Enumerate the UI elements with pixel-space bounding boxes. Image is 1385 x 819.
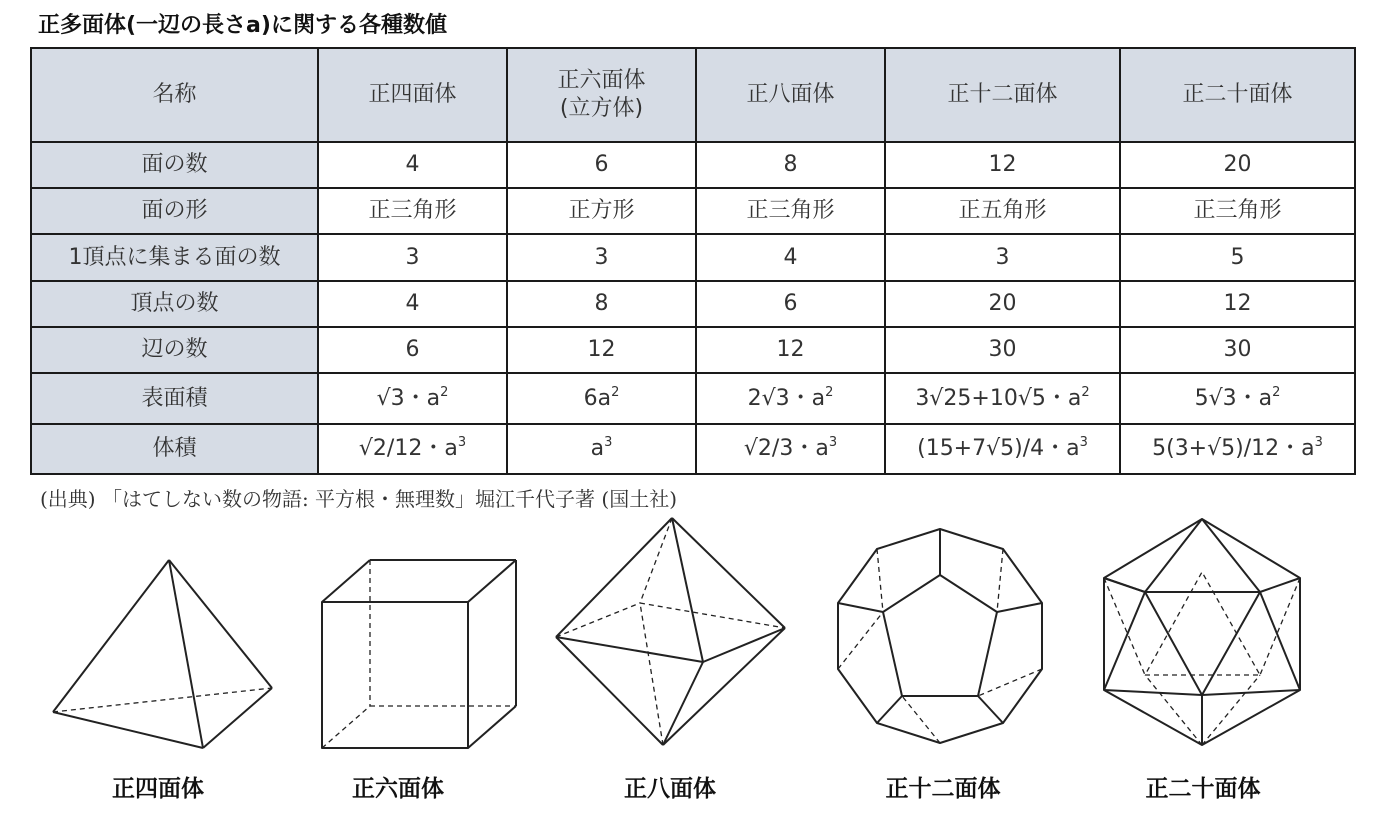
table-cell: 12 — [885, 142, 1120, 188]
formula-cell: $6a^2$ — [507, 373, 696, 423]
table-row — [31, 234, 1355, 280]
octahedron-drawing — [556, 518, 785, 745]
col-header-octahedron: 正八面体 — [696, 48, 885, 142]
table-cell: 20 — [885, 281, 1120, 327]
row-label: 体積 — [31, 424, 318, 474]
table-cell: 12 — [1120, 281, 1355, 327]
col-header-tetrahedron: 正四面体 — [318, 48, 507, 142]
polyhedra-illustrations — [0, 505, 1385, 765]
table-cell: 30 — [1120, 327, 1355, 373]
table-cell: 6 — [696, 281, 885, 327]
table-cell: 20 — [1120, 142, 1355, 188]
col-header-dodecahedron: 正十二面体 — [885, 48, 1120, 142]
formula-cell: 3√25+10√5・$a^2$ — [885, 373, 1120, 423]
table-row — [31, 327, 1355, 373]
caption-icosahedron: 正二十面体 — [1145, 776, 1261, 802]
table-header-row — [31, 48, 1355, 142]
table-cell: 正三角形 — [318, 188, 507, 234]
formula-cell: √2/3・$a^3$ — [696, 424, 885, 474]
caption-octahedron: 正八面体 — [624, 776, 716, 802]
table-row — [31, 281, 1355, 327]
col-header-icosahedron: 正二十面体 — [1120, 48, 1355, 142]
table-row-surface-area — [31, 373, 1355, 423]
polyhedra-table — [30, 47, 1356, 475]
row-label: 表面積 — [31, 373, 318, 423]
table-cell: 8 — [696, 142, 885, 188]
caption-hexahedron: 正六面体 — [352, 776, 444, 802]
table-cell: 12 — [507, 327, 696, 373]
table-cell: 4 — [696, 234, 885, 280]
row-label: 辺の数 — [31, 327, 318, 373]
caption-tetrahedron: 正四面体 — [112, 776, 204, 802]
caption-dodecahedron: 正十二面体 — [885, 776, 1001, 802]
page-title: 正多面体(一辺の長さa)に関する各種数値 — [38, 13, 447, 38]
cube-drawing — [322, 560, 516, 748]
formula-cell: 2√3・$a^2$ — [696, 373, 885, 423]
formula-cell: (15+7√5)/4・$a^3$ — [885, 424, 1120, 474]
table-cell: 正五角形 — [885, 188, 1120, 234]
source-citation: (出典) 「はてしない数の物語: 平方根・無理数」堀江千代子著 (国土社) — [40, 487, 678, 511]
table-cell: 3 — [318, 234, 507, 280]
table-cell: 4 — [318, 142, 507, 188]
formula-cell: 5√3・$a^2$ — [1120, 373, 1355, 423]
table-cell: 正三角形 — [1120, 188, 1355, 234]
formula-cell: √2/12・$a^3$ — [318, 424, 507, 474]
tetrahedron-drawing — [53, 560, 272, 748]
dodecahedron-drawing — [838, 529, 1042, 743]
formula-cell: $a^3$ — [507, 424, 696, 474]
row-label: 面の数 — [31, 142, 318, 188]
table-row — [31, 142, 1355, 188]
table-cell: 正方形 — [507, 188, 696, 234]
table-row — [31, 188, 1355, 234]
table-row-volume — [31, 424, 1355, 474]
table-cell: 30 — [885, 327, 1120, 373]
formula-cell: 5(3+√5)/12・$a^3$ — [1120, 424, 1355, 474]
table-cell: 6 — [318, 327, 507, 373]
col-header-hexahedron: 正六面体 (立方体) — [507, 48, 696, 142]
formula-cell: √3・$a^2$ — [318, 373, 507, 423]
table-cell: 5 — [1120, 234, 1355, 280]
table-cell: 正三角形 — [696, 188, 885, 234]
corner-header: 名称 — [31, 48, 318, 142]
table-cell: 4 — [318, 281, 507, 327]
table-cell: 8 — [507, 281, 696, 327]
row-label: 頂点の数 — [31, 281, 318, 327]
table-cell: 3 — [885, 234, 1120, 280]
table-cell: 3 — [507, 234, 696, 280]
table-cell: 6 — [507, 142, 696, 188]
icosahedron-drawing — [1104, 519, 1300, 745]
row-label: 面の形 — [31, 188, 318, 234]
row-label: 1頂点に集まる面の数 — [31, 234, 318, 280]
table-cell: 12 — [696, 327, 885, 373]
